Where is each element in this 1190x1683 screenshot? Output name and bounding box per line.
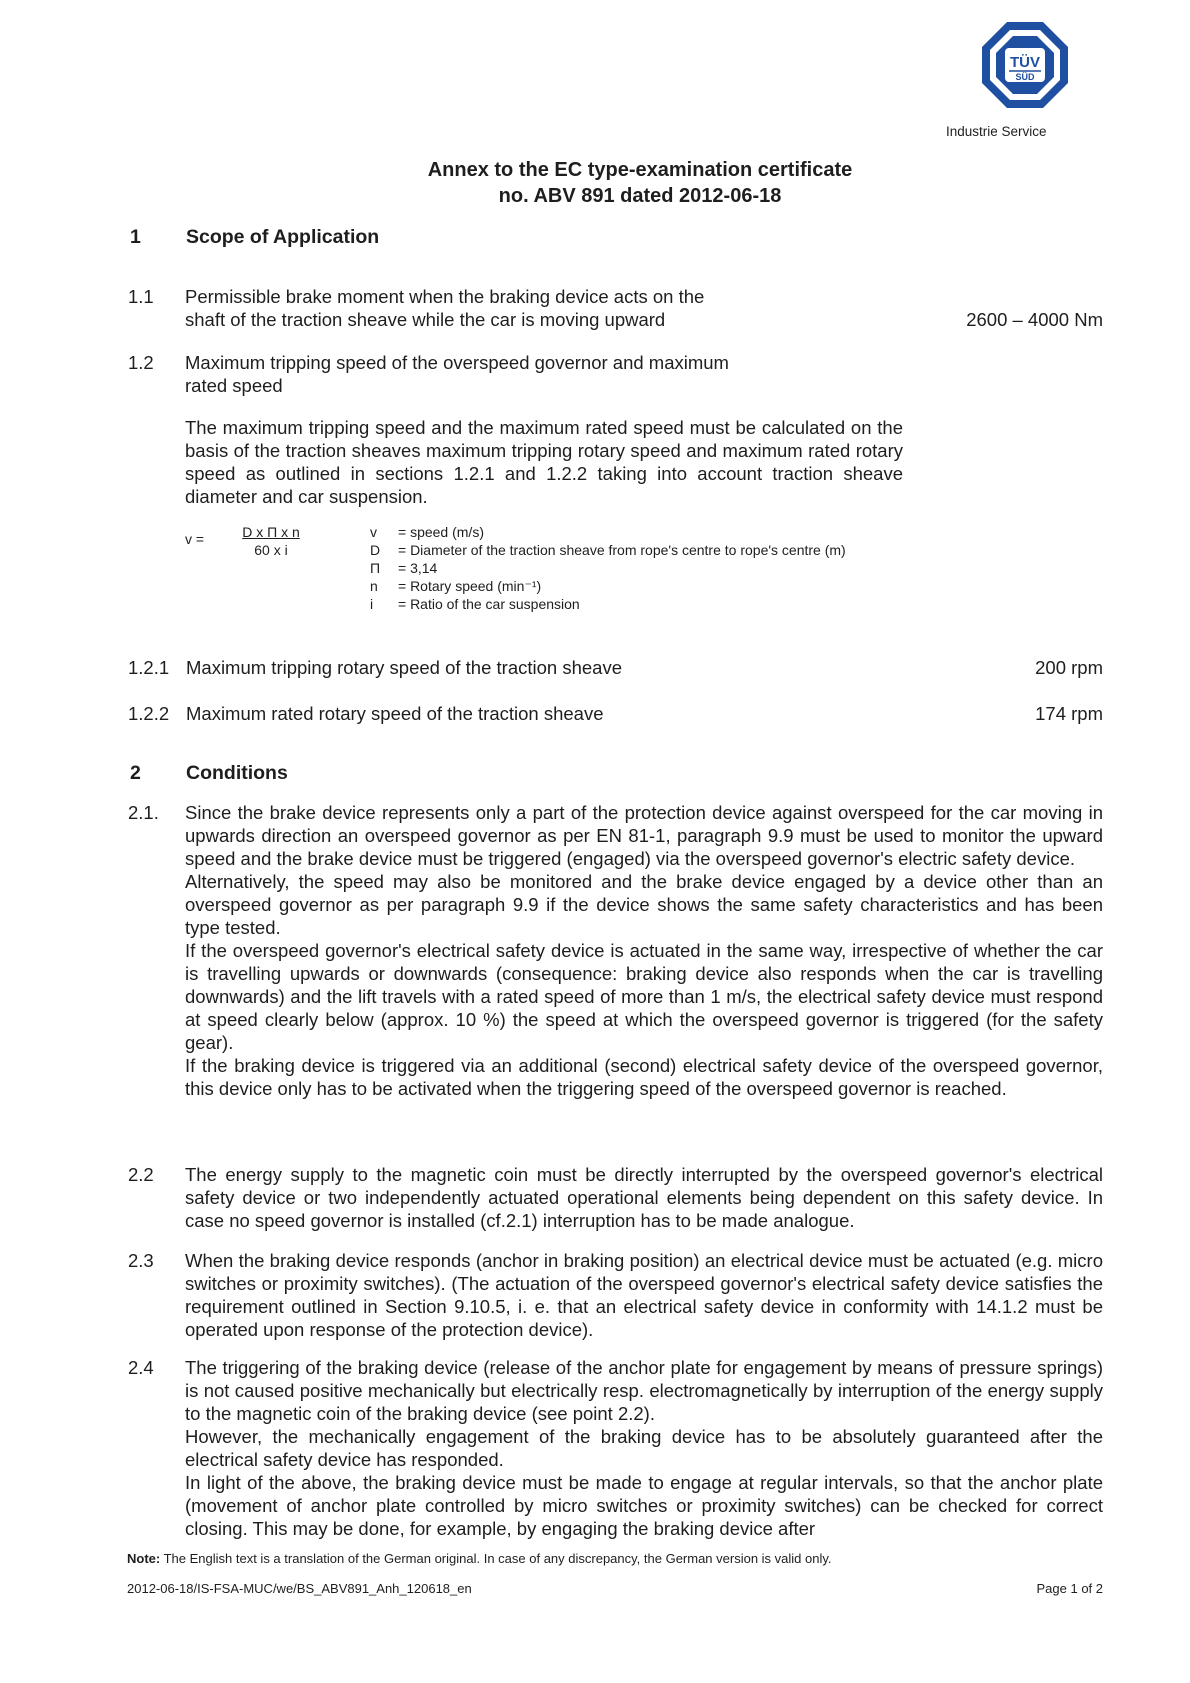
footer-page-number: Page 1 of 2 [1036,1581,1103,1596]
item-1-2-line1: Maximum tripping speed of the overspeed governor and maximum [185,352,729,373]
tuv-sud-logo [980,20,1070,110]
def-symbol: D [370,542,381,558]
item-2-4-paragraph: In light of the above, the braking device must be made to engage at regular intervals, so that the anchor plate (movement of anchor plate controlled by micro switches or proximity switches) can be checked for correct closing. This may be done, for example, by engaging the braking device after [185,1472,1103,1539]
formula-numerator: D x Π x n [242,524,300,540]
item-2-4-number: 2.4 [128,1357,154,1378]
item-1-1-line2: shaft of the traction sheave while the car is moving upward [185,309,666,330]
item-1-2-text [185,351,825,397]
item-2-2-number: 2.2 [128,1164,154,1185]
def-symbol: Π [370,560,381,576]
footer-reference: 2012-06-18/IS-FSA-MUC/we/BS_ABV891_Anh_120618_en [127,1581,472,1596]
item-2-3-text: When the braking device responds (anchor in braking position) an electrical device must be actuated (e.g. micro switches or proximity switches). (The actuation of the overspeed governor's electrical safety device satisfies the requirement outlined in Section 9.10.5, i. e. that an electrical safety device in conformity with 14.1.2 must be operated upon response of the protection device). [185,1250,1103,1340]
item-1-1-text [185,285,825,331]
item-2-4-paragraph: However, the mechanically engagement of the braking device has to be absolutely guaranteed after the electrical safety device has responded. [185,1426,1103,1470]
item-1-2-line2: rated speed [185,375,283,396]
section2-heading: Conditions [186,762,288,784]
def-text: = 3,14 [398,560,438,576]
item-2-4-paragraph: The triggering of the braking device (release of the anchor plate for engagement by means of pressure springs) is not caused positive mechanically but electrically resp. electromagnetically by interruption of the energy supply to the magnetic coin of the braking device (see point 2.2). [185,1357,1103,1424]
item-2-3-number: 2.3 [128,1250,154,1271]
logo-caption: Industrie Service [946,124,1047,139]
item-2-1-text [185,801,1103,1100]
section1-number: 1 [130,226,141,248]
def-text: = Ratio of the car suspension [398,596,580,612]
title-line2: no. ABV 891 dated 2012-06-18 [498,185,782,207]
tuv-sud-octagon-icon [980,20,1070,110]
item-1-2-number: 1.2 [128,352,154,373]
item-1-2-1-number: 1.2.1 [128,657,170,678]
item-2-2-text: The energy supply to the magnetic coin must be directly interrupted by the overspeed governor's electrical safety device or two independently actuated operational elements being dependent on this safety device. In case no speed governor is installed (cf.2.1) interruption has to be made analogue. [185,1164,1103,1231]
item-1-2-1-value: 200 rpm [1035,657,1103,678]
formula-denominator: 60 x i [254,542,288,558]
item-2-1-paragraph: If the braking device is triggered via an additional (second) electrical safety device of the overspeed governor, this device only has to be activated when the triggering speed of the overspeed governor is reached. [185,1055,1103,1099]
title-line1: Annex to the EC type-examination certificate [427,159,853,181]
item-2-1-paragraph: Alternatively, the speed may also be monitored and the brake device engaged by a device other than an overspeed governor as per paragraph 9.9 if the device shows the same safety characteristics and has been type tested. [185,871,1103,938]
item-2-1-number: 2.1. [128,802,159,823]
def-symbol: i [370,596,374,612]
footer-note [127,1551,1087,1566]
formula-lhs: v = [185,531,205,547]
document-title [290,157,990,209]
item-1-1-line1: Permissible brake moment when the braking device acts on the [185,286,705,307]
logo-brand-line2: SÜD [1015,72,1035,82]
formula-fraction [236,523,306,559]
formula-def-row [370,595,930,613]
item-2-4-text [185,1356,1103,1540]
section1-heading: Scope of Application [186,226,380,248]
item-1-2-2-value: 174 rpm [1035,703,1103,724]
item-1-1-number: 1.1 [128,286,154,307]
def-text: = Rotary speed (min⁻¹) [398,578,542,594]
def-text: = Diameter of the traction sheave from rope's centre to rope's centre (m) [398,542,846,558]
formula-def-row [370,577,930,595]
item-1-2-2-number: 1.2.2 [128,703,170,724]
section2-number: 2 [130,762,141,784]
formula-def-row [370,559,930,577]
def-symbol: v [370,524,377,540]
formula-def-row [370,523,930,541]
def-symbol: n [370,578,378,594]
formula-def-row [370,541,930,559]
footer-note-text: The English text is a translation of the German original. In case of any discrepancy, the German version is valid only. [163,1551,832,1566]
item-1-2-1-text: Maximum tripping rotary speed of the traction sheave [186,657,622,678]
def-text: = speed (m/s) [398,524,484,540]
item-2-1-paragraph: Since the brake device represents only a part of the protection device against overspeed for the car moving in upwards direction an overspeed governor as per EN 81-1, paragraph 9.9 must be used to monitor the upward speed and the brake device must be triggered (engaged) via the overspeed governor's electric safety device. [185,802,1103,869]
item-2-1-paragraph: If the overspeed governor's electrical safety device is actuated in the same way, irrespective of whether the car is travelling upwards or downwards (consequence: braking device also responds when the car is travelling downwards) and the lift travels with a rated speed of more than 1 m/s, the electrical safety device must respond at speed clearly below (approx. 10 %) the speed at which the overspeed governor is triggered (for the safety gear). [185,940,1103,1053]
footer-note-label: Note: [127,1551,161,1566]
item-1-2-paragraph: The maximum tripping speed and the maximum rated speed must be calculated on the basis of the traction sheaves maximum tripping rotary speed and maximum rated rotary speed as outlined in sections 1.2.1 and 1.2.2 taking into account traction sheave diameter and car suspension. [185,417,903,507]
formula-definitions [370,523,930,613]
logo-brand-line1: TÜV [1010,54,1040,71]
item-1-1-value: 2600 – 4000 Nm [966,309,1103,330]
item-1-2-2-text: Maximum rated rotary speed of the traction sheave [186,703,604,724]
